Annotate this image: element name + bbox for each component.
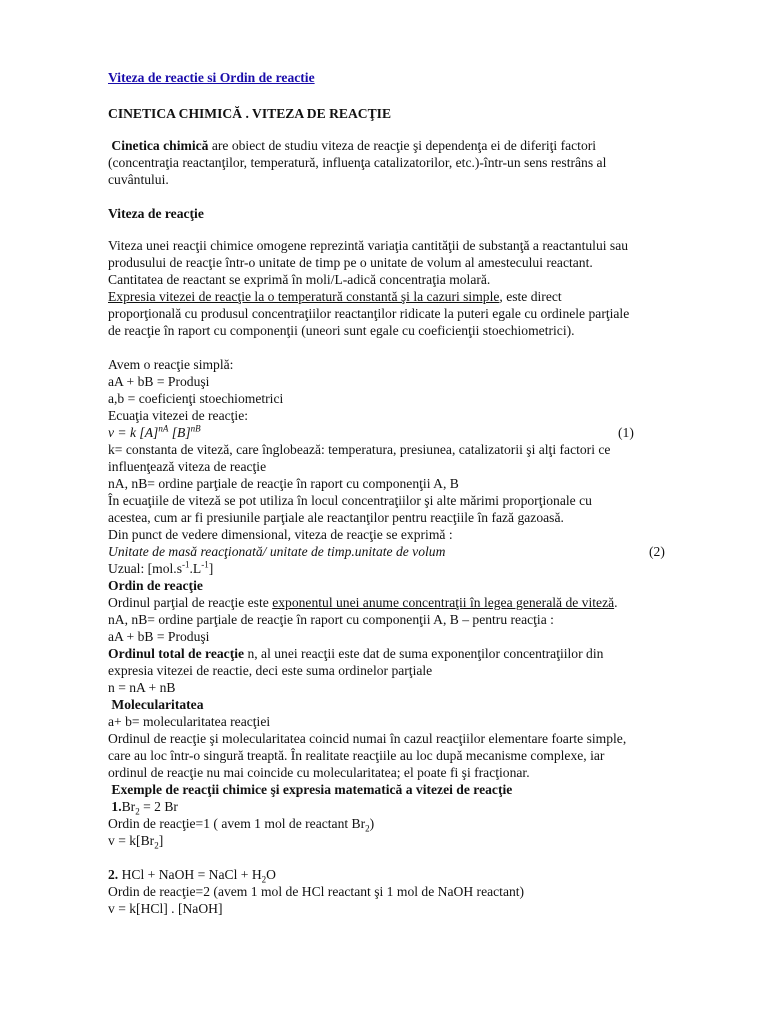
- eq1-v: v = k [A]: [108, 425, 159, 440]
- uzual-line: [108, 560, 213, 577]
- ordin-l3: aA + bB = Produşi: [108, 629, 210, 644]
- reaction-l9: În ecuaţiile de viteză se pot utiliza în locul concentraţiilor şi alte mărimi proporţionale cu: [108, 493, 592, 508]
- ordin-l2: nA, nB= ordine parţiale de reacţie în raport cu componenţii A, B – pentru reacţia :: [108, 612, 554, 627]
- ex1-l2-sub: 2: [365, 823, 370, 834]
- example-2-line-2: Ordin de reacţie=2 (avem 1 mol de HCl reactant şi 1 mol de NaOH reactant): [108, 884, 525, 899]
- exemple-text: Exemple de reacţii chimice şi expresia matematică a vitezei de reacţie: [111, 782, 513, 797]
- heading-ordin: Ordin de reacţie: [108, 578, 203, 593]
- reaction-l4: Ecuaţia vitezei de reacţie:: [108, 408, 248, 423]
- mol-l4: ordinul de reacţie nu mai coincide cu molecularitatea; el poate fi şi fracţionar.: [108, 765, 530, 780]
- example-2-number: 2.: [108, 867, 119, 882]
- uzual-c: ]: [208, 561, 214, 576]
- intro-line-2: (concentraţia reactanţilor, temperatură, influenţa catalizatorilor, etc.)-într-un sens restrâns al: [108, 155, 607, 170]
- mol-l2: Ordinul de reacţie şi molecularitatea coincid numai în cazul reacţiilor elementare foarte simple,: [108, 731, 627, 746]
- ex1-l3-a: v = k[Br: [108, 833, 155, 848]
- ordin-l1: [108, 594, 618, 611]
- ordin-l1-a: Ordinul parţial de reacţie este: [108, 595, 273, 610]
- ex1-l3-sub: 2: [154, 840, 159, 851]
- molecularitatea-text: Molecularitatea: [111, 697, 204, 712]
- ex1-a: Br: [121, 799, 136, 814]
- heading-viteza: Viteza de reacţie: [108, 206, 204, 221]
- viteza-p1: Viteza unei reacţii chimice omogene reprezintă variaţia cantităţii de substanţă a reactantului sau: [108, 238, 629, 253]
- ordin-l1-underlined: exponentul unei anume concentraţii în legea generală de viteză: [272, 595, 615, 610]
- ex1-l2-b: ): [369, 816, 375, 831]
- equation-1: [108, 424, 201, 441]
- intro-line-1: [108, 137, 596, 154]
- mol-l3: care au loc într-o singură treaptă. În realitate reacţiile au loc după mecanisme complexe, iar: [108, 748, 605, 763]
- ex1-b: = 2 Br: [139, 799, 178, 814]
- ex2-a: HCl + NaOH = NaCl + H: [118, 867, 262, 882]
- uzual-exp-2: -1: [201, 559, 209, 570]
- heading-molecularitatea: [108, 696, 204, 713]
- example-2-line-3: v = k[HCl] . [NaOH]: [108, 901, 223, 916]
- uzual-b: .L: [189, 561, 202, 576]
- title-link[interactable]: Viteza de reactie si Ordin de reactie: [108, 70, 315, 85]
- ex2-b: O: [266, 867, 276, 882]
- uzual-a: Uzual: [mol.s: [108, 561, 182, 576]
- intro-bold-term: Cinetica chimică: [111, 138, 209, 153]
- reaction-l11: Din punct de vedere dimensional, viteza de reacţie se exprimă :: [108, 527, 453, 542]
- mol-l1: a+ b= molecularitatea reacţiei: [108, 714, 271, 729]
- ex1-l3-b: ]: [158, 833, 164, 848]
- eq1-exp-a: nA: [158, 423, 169, 434]
- equation-1-number: (1): [618, 425, 634, 440]
- viteza-p5: proporţională cu produsul concentraţiilor reactanţilor ridicate la puteri egale cu ordinele parţiale: [108, 306, 630, 321]
- ordin-l4-rest: n, al unei reacţii este dat de suma exponenţilor concentraţiilor din: [244, 646, 604, 661]
- ordin-l1-c: .: [614, 595, 618, 610]
- ordin-l5: expresia vitezei de reactie, deci este suma ordinelor parţiale: [108, 663, 433, 678]
- reaction-l10: acestea, cum ar fi presiunile parţiale ale reactanţilor pentru reacţiile în fază gazoasă.: [108, 510, 564, 525]
- uzual-exp-1: -1: [182, 559, 190, 570]
- example-1-line-2: [108, 815, 374, 832]
- example-1-line-3: [108, 832, 163, 849]
- viteza-p2: produsului de reacţie într-o unitate de timp pe o unitate de volum al amestecului reactant.: [108, 255, 593, 270]
- viteza-p6: de reacţie în raport cu componenţii (uneori sunt egale cu coeficienţii stoechiometrici).: [108, 323, 575, 338]
- example-1-line-1: [108, 798, 178, 815]
- eq1-mid: [B]: [168, 425, 191, 440]
- equation-2: Unitate de masă reacţionată/ unitate de timp.unitate de volum: [108, 544, 446, 559]
- ordin-l6: n = nA + nB: [108, 680, 176, 695]
- reaction-l3: a,b = coeficienţi stoechiometrici: [108, 391, 284, 406]
- ex1-l2-a: Ordin de reacţie=1 ( avem 1 mol de reactant Br: [108, 816, 366, 831]
- viteza-p3: Cantitatea de reactant se exprimă în moli/L-adică concentraţia molară.: [108, 272, 491, 287]
- reaction-l2: aA + bB = Produşi: [108, 374, 210, 389]
- intro-line-1-text: are obiect de studiu viteza de reacţie şi dependenţa ei de diferiţi factori: [208, 138, 597, 153]
- ex2-sub: 2: [261, 874, 267, 885]
- ordin-total-bold: Ordinul total de reacţie: [108, 646, 245, 661]
- viteza-p4-rest: , este direct: [499, 289, 562, 304]
- ordin-l4: [108, 645, 603, 662]
- reaction-l8: nA, nB= ordine parţiale de reacţie în raport cu componenţii A, B: [108, 476, 459, 491]
- reaction-l1: Avem o reacţie simplă:: [108, 357, 234, 372]
- example-2-line-1: [108, 866, 276, 883]
- viteza-p4: [108, 288, 562, 305]
- reaction-l7: influenţează viteza de reacţie: [108, 459, 267, 474]
- viteza-p4-underlined: Expresia vitezei de reacţie la o temperatură constantă şi la cazuri simple: [108, 289, 500, 304]
- equation-2-number: (2): [649, 544, 665, 559]
- ex1-sub: 2: [135, 806, 140, 817]
- reaction-l6: k= constanta de viteză, care înglobează: temperatura, presiunea, catalizatorii şi alţi factori ce: [108, 442, 611, 457]
- heading-exemple: [108, 781, 512, 798]
- eq1-exp-b: nB: [190, 423, 201, 434]
- main-heading: CINETICA CHIMICĂ . VITEZA DE REACŢIE: [108, 106, 392, 121]
- title-link-line: [108, 69, 315, 86]
- example-1-number: 1.: [111, 799, 122, 814]
- intro-line-3: cuvântului.: [108, 172, 169, 187]
